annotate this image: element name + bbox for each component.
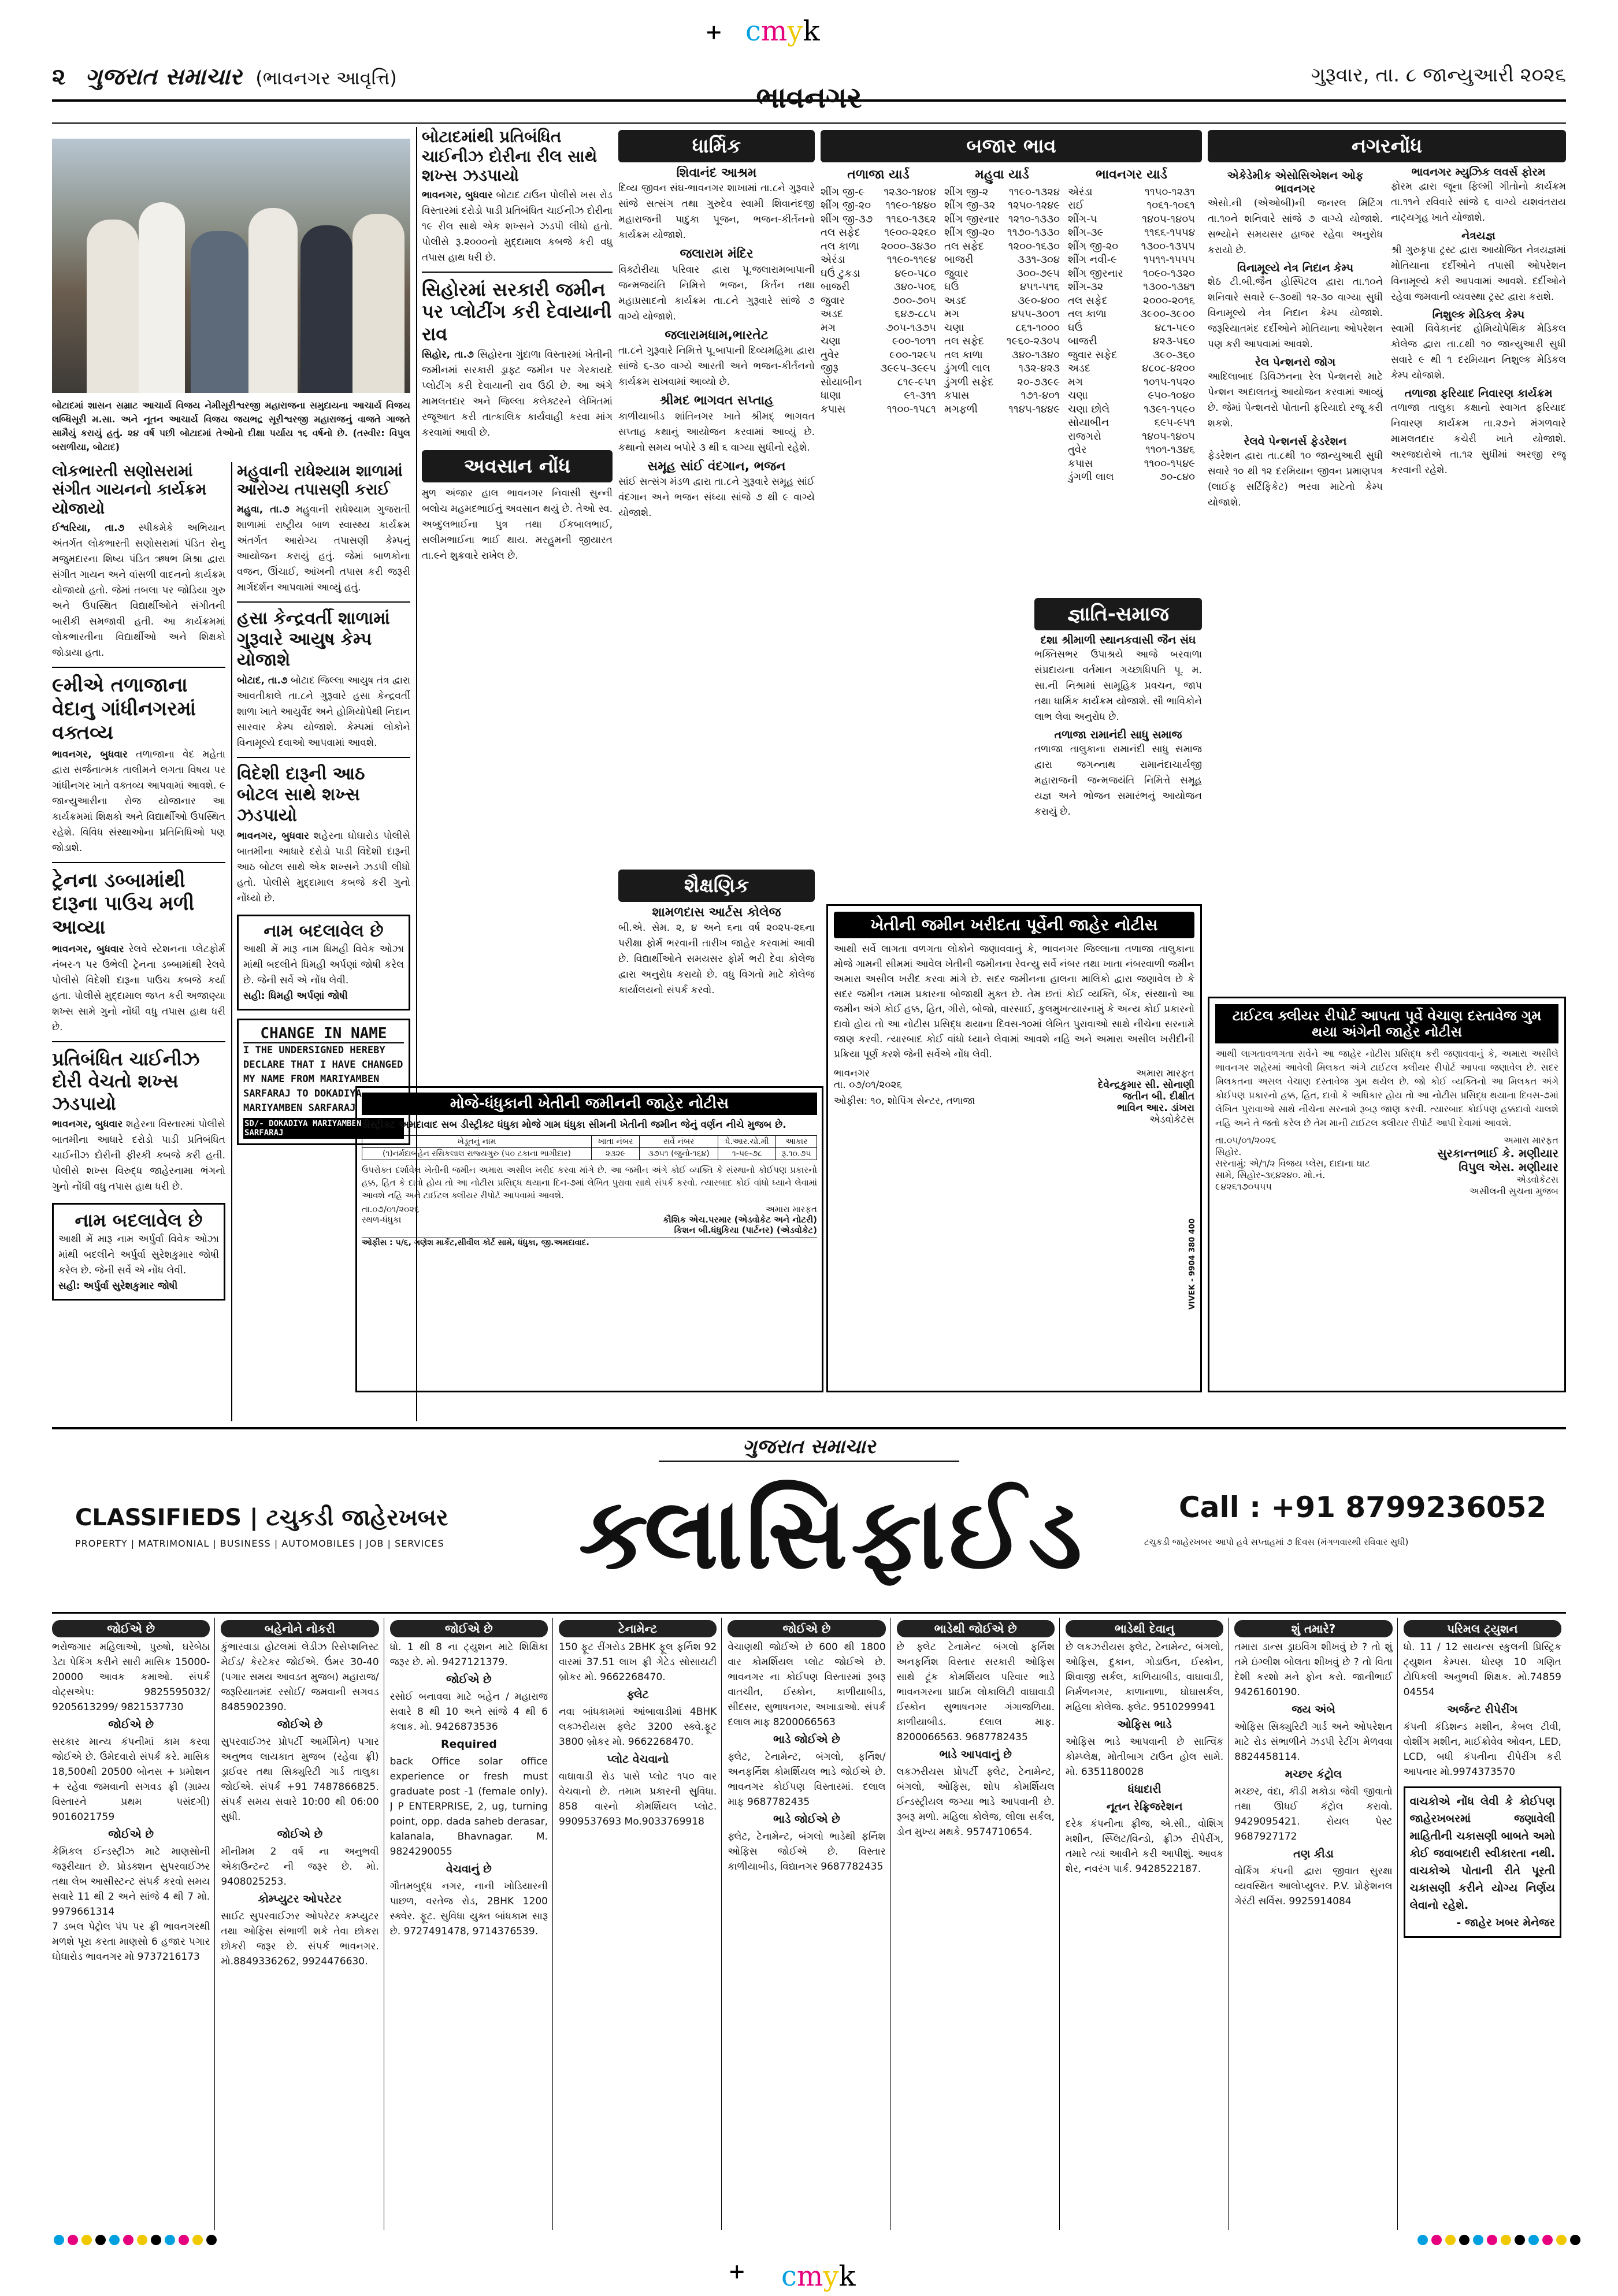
obituary-heading: અવસાન નોંધ <box>422 450 613 482</box>
notice-heading: એકેડેમીક એસોસિએશન ઓફ ભાવનગર <box>1227 169 1364 195</box>
notice-text: તળાજા તાલુકા કક્ષાનો સ્વાગત ફરિયાદ નિવારણ કાર્યક્રમ તા.૨૭ને મંગળવારે મામલતદાર કચેરી ખાતે યોજાશે. અરજદારોએ તા.૧૨ સુધીમાં અરજી રજૂ કરવાની રહેશે. <box>1391 402 1566 477</box>
price-row: તલ સફેદ ૧૯૬૦-૨૩૦૫ <box>944 335 1060 347</box>
classified-text: 150 ફૂટ રીંગરોડ 2BHK ફૂલ ફર્નિશ 92 વારમાં 37.51 લાખ ફ્રી ગેટેડ સોસાયટી બ્રોકર મો. 9662268470. <box>558 1641 717 1683</box>
price-row: કપાસ ૧૧૦૦-૧૫૪૯ <box>1068 457 1195 470</box>
classified-text: છે ફ્લેટ ટેનામેન્ટ બંગલો ફર્નિશ અનફર્નિશ વિસ્તાર સરકારી ઓફિસ સાથે ટૂંક કોમર્શિયલ પરિવાર ભાડે ભાવનગરના પ્રાઈમ લોકાલિટી વાઘાવાડી ઈસ્કોન સુભાષનગર ગંગાજળિયા. કાળીયાબીડ. દલાલ માફ. 8200066563. 9687782435 <box>896 1641 1055 1743</box>
classified-heading: અર્જન્ટ રીપેરીંગ <box>1447 1703 1518 1716</box>
shaikshnik-section: શૈક્ષણિક શામળદાસ આર્ટસ કોલેજ બી.એ. સેમ. ૨, ૪ અને ૬ના વર્ષ ૨૦૨૫-૨૬ના પરીક્ષા ફોર્મ ભરવાની તારીખ જાહેર કરવામાં આવી છે. વિદ્યાર્થીઓને સમયસર ફોર્મ ભરી દેવા કોલેજ દ્વારા અનુરોધ કરાયો છે. વધુ વિગતો માટે કોલેજ કાર્યાલયનો સંપર્ક કરવો. <box>618 870 815 1078</box>
price-row: બાજરી ૩૪૦-૫૦૬ <box>821 281 936 293</box>
name-change-notice-2: નામ બદલાવેલ છે આથી મેં મારૂ નામ ધિમહી વિવેક ઓઝા માંથી બદલીને ધિમહી અર્પણાં જોષી કરેલ છે. જેની સર્વે એ નોંધ લેવી. સહી: ધિમહી અર્પણાં જોષી <box>237 915 410 1010</box>
color-dot <box>1431 2235 1442 2245</box>
classified-text: તમારા ડાન્સ ડ્રાઇવિંગ શીખવું છે ? તો શું તમે ઇંગ્લીશ બોલતા શીખવું છે ? તો વિતા દેશી કરશો મને ફોન કરો. જાનીભાઈ 9426160190. <box>1234 1641 1393 1698</box>
color-dot <box>81 2235 92 2245</box>
classified-heading: ભાડે આપવાનું છે <box>939 1748 1012 1761</box>
notice-text: શેઠ ટી.બી.જૈન હોસ્પિટલ દ્વારા તા.૧૦ને શનિવારે સવારે ૯-૩૦થી ૧૨-૩૦ વાગ્યા સુધી વિનામૂલ્યે નેત્ર નિદાન કેમ્પ યોજાશે. જરૂરિયાતમંદ દર્દીઓને મોતિયાના ઓપરેશન પણ કરી આપવામાં આવશે. <box>1208 276 1383 351</box>
notice-text: શ્રી ગુરુકૃપા ટ્રસ્ટ દ્વારા આયોજિત નેત્રયજ્ઞમાં મોતિયાના દર્દીઓને તપાસી ઓપરેશન વિનામૂલ્યે કરી આપવામાં આવશે. દર્દીઓને રહેવા જમવાની વ્યવસ્થા ટ્રસ્ટ દ્વારા કરાશે. <box>1391 244 1566 303</box>
price-row: તલ કાળા ૩૪૦-૧૩૪૦ <box>944 348 1060 361</box>
color-dot <box>68 2235 78 2245</box>
classified-text: મચ્છર, વંદા, કીડી મકોડા જેવી જીવાતો તથા ઊધઈ કંટ્રોલ કરાવો. 9429095421. રોયલ પેસ્ટ 9687927172 <box>1234 1786 1393 1842</box>
price-row: અડદ ૪૮૦૮-૪૨૦૦ <box>1068 362 1195 374</box>
classified-column <box>52 1618 215 2230</box>
story-headline: બોટાદમાંથી પ્રતિબંધિત ચાઈનીઝ દોરીના રીલ સાથે શખ્સ ઝડપાયો <box>422 127 598 185</box>
story-headline: વિદેશી દારૂની આઠ બોટલ સાથે શખ્સ ઝડપાયો <box>237 763 365 826</box>
notice-text: સ્વામી વિવેકાનંદ હોમિયોપેથિક મેડિકલ કોલેજ દ્વારા તા.૮થી ૧૦ જાન્યુઆરી સુધી સવારે ૯ થી ૧ દરમિયાન નિશુલ્ક મેડિકલ કેમ્પ યોજાશે. <box>1391 323 1566 382</box>
price-row: રાઈ ૧૦૬૧-૧૦૬૧ <box>1068 199 1195 211</box>
classified-text: વોર્કિંગ કંપની દ્વારા જીવાત સુરક્ષા વ્યવસ્થિત આલોપ્યુલર. P.V. પ્રોફેશનલ ગેરંટી સર્વિસ. 9925914084 <box>1234 1866 1393 1907</box>
classified-heading: ભાડે જોઈએ છે <box>773 1733 840 1746</box>
dateline: ભાવનગર, બુધવાર <box>52 943 124 955</box>
classified-heading: તણ કીડા <box>1293 1848 1334 1860</box>
classified-text: ભરોજગાર મહિલાઓ, પુરુષો, ઘરેબેઠા ડેટા પેકિંગ કરીને સારી માસિક 15000- 20000 આવક કમાઓ. સંપર્ક વોટ્સએપ: 9825595032/ 9205613299/ 9821537730 <box>52 1641 210 1713</box>
notice-heading: રેલવે પેન્શનર્સ ફેડરેશન <box>1244 435 1347 448</box>
color-dot <box>1556 2235 1567 2245</box>
classified-text: વાઘાવાડી રોડ પાસે પ્લોટ ૧૫૦ વાર વેચવાનો છે. તમામ પ્રકારની સુવિધા. 858 વારનો કોમર્શિયલ પ્લોટ. 9909537693 Mo.9033769918 <box>558 1771 717 1827</box>
price-row: કપાસ ૧૧૦૦-૧૫૮૧ <box>821 403 936 415</box>
price-row: મગફળી ૧૧૪૫-૧૪૪૯ <box>944 403 1060 415</box>
classified-heading: જોઈએ છે <box>446 1673 492 1686</box>
classifieds-rule-2 <box>52 1612 1566 1614</box>
story-headline: મહુવાની રાધેશ્યામ શાળામાં આરોગ્ય તપાસણી કરાઈ <box>237 462 403 499</box>
price-row: શીંગ-૫ ૧૪૦૫-૧૪૦૫ <box>1068 213 1195 225</box>
color-dot <box>1417 2235 1428 2245</box>
market-tala ja <box>821 165 936 484</box>
color-dot <box>1445 2235 1456 2245</box>
price-row: ઘઉં ૪૮૧-૫૯૦ <box>1068 321 1195 334</box>
classifieds-grid <box>52 1618 1566 2230</box>
classified-text: સરકાર માન્ય કંપનીમાં કામ કરવા જોઈએ છે. ઉમેદવારો સંપર્ક કરે. માસિક 18,500થી 20500 બોનસ + પ્રમોશન + રહેવા જમવાની સગવડ ફ્રી (ગ્રામ્ય વિસ્તારને પ્રથમ પસંદગી) 9016021759 <box>52 1736 210 1823</box>
price-row: ડુંગળી સફેદ ૨૦-૭૩૯૯ <box>944 376 1060 388</box>
classified-heading: કોમ્પ્યુટર ઓપરેટર <box>258 1893 342 1905</box>
color-dot <box>95 2235 106 2245</box>
price-row: મગ ૭૦૫-૧૩૭૫ <box>821 321 936 334</box>
dharmik-section: ધાર્મિક શિવાનંદ આશ્રમ દિવ્ય જીવન સંઘ-ભાવનગર શાખામાં તા.૮ને ગુરૂવારે સાંજે સત્સંગ તથા ગુરુદેવ સ્વામી શિવાનંદજી મહારાજની પાદુકા પૂજન, ભજન-કીર્તનનો કાર્યક્રમ યોજાશે. જલારામ મંદિર વિક્ટોરીયા પરિવાર દ્વારા પૂ.જલારામબાપાની જન્મજયંતિ નિમિત્તે ભજન, કિર્તન તથા મહાપ્રસાદનો કાર્યક્રમ તા.૮ને ગુરૂવારે સાંજે ૭ વાગ્યે યોજાશે. જલારામધામ,ભારતેટ તા.૮ને ગુરૂવારે નિમિત્તે પૂ.બાપાની દિવ્યમહિમા દ્વારા સાંજે ૬-૩૦ વાગ્યે આરતી અને ભજન-કીર્તનનો કાર્યક્રમ રાખવામાં આવ્યો છે. શ્રીમદ ભાગવત સપ્તાહ કાળીયાબીડ શાંતિનગર ખાતે શ્રીમદ્ ભાગવત સપ્તાહ કથાનું આયોજન કરવામાં આવ્યું છે. કથાનો સમય બપોરે ૩ થી ૬ વાગ્યા સુધીનો રહેશે. સમૂહ સાંઈ વંદગાન, ભજન સાંઈ સત્સંગ મંડળ દ્વારા તા.૮ને ગુરૂવારે સમૂહ સાંઈ વંદગાન અને ભજન સંધ્યા સાંજે ૭ થી ૯ વાગ્યે યોજાશે. <box>618 130 815 864</box>
classified-text: ધો. 1 થી 8 ના ટ્યુશન માટે શિક્ષિકા જરૂર છે. મો. 9427121379. <box>389 1641 548 1668</box>
classified-text: સુપરવાઈઝર પ્રોપર્ટી આર્મીમેન) પગાર અનુભવ લાયકાત મુજબ (રહેવા ફ્રી) ડ્રાઈવર તથા સિક્યુરિટી ગાર્ડ તાલુકા જોઈએ. સંપર્ક +91 7487866825. સંપર્ક સમય સવારે 10:00 થી 06:00 સુધી. <box>221 1736 379 1823</box>
classified-text: back Office solar office experience or fresh must graduate post -1 (female only). J P ENTERPRISE, 2, ug, turning point, opp. dada saheb derasar, kalanala, Bhavnagar. M. 9824290055 <box>389 1756 548 1857</box>
classified-text: કંપની કંડિશન્ડ મશીન, કેબલ ટીવી, વોશીંગ મશીન, માઈક્રોવેવ ઓવન, LED, LCD, બધી કંપનીના રીપેરીંગ કરી આપનાર મો.9974373570 <box>1403 1721 1561 1778</box>
story-headline: હસા કેન્દ્રવર્તી શાળામાં ગુરૂવારે આયુષ કેમ્પ યોજાશે <box>237 608 390 670</box>
price-row: ધાણા ૯૧-૩૧૧ <box>821 389 936 402</box>
color-dot <box>151 2235 161 2245</box>
notice-text: ફોરમ દ્વારા જૂના ફિલ્મી ગીતોનો કાર્યક્રમ તા.૧૧ને રવિવારે સાંજે ૬ વાગ્યે યશવંતરાય નાટ્યગૃહ ખાતે યોજાશે. <box>1391 180 1566 224</box>
price-row: ચણા ૯૫૦-૧૦૪૦ <box>1068 389 1195 402</box>
classified-heading: ફ્લેટ <box>626 1688 649 1701</box>
header-rule-2 <box>52 122 1566 124</box>
classified-text: દરેક કંપનીના ફ્રીજ, એ.સી., વોશિંગ મશીન, સ્પ્લિટ/વિન્ડો, ફ્રીઝ રીપેરીંગ, તમારે ત્યાં આવીને કરી આપીશું. આવક શેર, નવરંગ પાર્ક. 9428522187. <box>1065 1818 1224 1875</box>
cmyk-label-bottom: cmyk <box>781 2260 856 2293</box>
color-dot <box>179 2235 189 2245</box>
color-dot <box>1515 2235 1525 2245</box>
classified-text: નવા બાંધકામમાં આંબાવાડીમાં 4BHK લક્ઝરીયસ ફ્લેટ 3200 સ્ક્વે.ફૂટ 3800 બ્રોકર મો. 9662268470. <box>558 1706 717 1748</box>
notice-heading: રેલ પેન્શનરો જોગ <box>1255 356 1336 369</box>
price-row: શીંગ જી-૨૦ ૧૧૯૦-૧૪૪૦ <box>821 199 936 211</box>
color-dot <box>206 2235 217 2245</box>
classified-heading: જોઈએ છે <box>277 1718 323 1731</box>
notice-heading: નેત્રયજ્ઞ <box>1461 229 1495 242</box>
classified-heading: ધંધાદારી <box>1127 1783 1161 1796</box>
story-headline: સિહોરમાં સરકારી જમીન પર પ્લોટીંગ કરી દેવાયાની રાવ <box>422 278 612 345</box>
classified-heading: જોઈએ છે <box>728 1620 885 1637</box>
classified-column <box>1234 1618 1397 2230</box>
classified-heading: જોઈએ છે <box>108 1828 154 1841</box>
market-bhavnagar <box>1068 165 1195 484</box>
price-row: સોયાબીન ૬૯૫-૯૫૧ <box>1068 417 1195 429</box>
price-row: જુવાર ૩૦૦-૭૯૫ <box>944 267 1060 280</box>
price-row: શીંગ જી-૨ ૧૧૯૦-૧૩૨૪ <box>944 185 1060 198</box>
classified-heading: નૂતન રેફ્રિજરેશન <box>1106 1800 1183 1813</box>
classified-heading: મચ્છર કંટ્રોલ <box>1285 1768 1342 1781</box>
price-row: તલ કાળા ૨૦૦૦-૩૪૩૦ <box>821 240 936 252</box>
price-row: અડદ ૬૪૭-૮૮૫ <box>821 308 936 320</box>
title-clear-notice: ટાઈટલ ક્લીયર રીપોર્ટ આપતા પૂર્વે વેચાણ દસ્તાવેજ ગુમ થયા અંગેની જાહેર નોટીસ આથી લાગતાવળગતા સર્વેને આ જાહેર નોટીસ પ્રસિદ્ધ કરી જણાવવાનું કે, અમારા અસીલે ભાવનગર શહેરમાં આવેલી મિલકત અંગે ટાઈટલ ક્લીયર રીપોર્ટ આપવા જણાવેલ છે. સદર મિલકતના અસલ વેચાણ દસ્તાવેજ ગુમ થયેલ છે. જો કોઈ વ્યક્તિનો આ મિલકત અંગે કોઈપણ પ્રકારનો હક્ક, હિત, દાવો કે અધિકાર હોય તો આ નોટીસ પ્રસિદ્ધ થયાના દિવસ-૭માં લેખિત પુરાવાઓ સાથે નીચેના સરનામે રૂબરૂ જાણ કરવી. ત્યારબાદ કોઈપણ હક્કદાવો ચાલશે નહિ અને તે જતો કરેલ છે તેમ માની ટાઈટલ ક્લીયર રીપોર્ટ આપી દેવામાં આવશે. તા.૦૫/૦૧/૨૦૨૬ સિહોર. સરનામું: એ/૧/૨ વિજય પ્લેસ, દાદાના ઘાટ સામે, સિહોર-૩૬૪૨૪૦. મો.નં. ૯૪૨૬૧૭૦૫૫૫ અમારા મારફત સુરકાન્તભાઈ કે. મણીયાર વિપુલ એસ. મણીયાર એડવોકેટસ અસીલની સુચના મુજબ <box>1208 997 1566 1392</box>
classified-heading: જોઈએ છે <box>52 1620 210 1637</box>
classified-column <box>1066 1618 1229 2230</box>
dateline: ઈશ્વરિયા, તા.૭ <box>52 522 125 534</box>
price-row: શીંગ જી-૩૨ ૧૨૫૦-૧૨૪૯ <box>944 199 1060 211</box>
call-number: Call : +91 8799236052 <box>1179 1491 1547 1524</box>
price-row: ચણા ૮૬૧-૧૦૦૦ <box>944 321 1060 334</box>
classified-heading: પ્લોટ વેચવાનો <box>607 1753 669 1766</box>
price-row: શીંગ જીરનાર ૧૦૯૦-૧૩૨૦ <box>1068 267 1195 280</box>
gnati-samaj-section: જ્ઞાતિ-સમાજ દશા શ્રીમાળી સ્થાનકવાસી જૈન સંઘ ભક્તિસભર ઉપાશ્રયે આજે બરવાળા સંપ્રદાયના વર્તમાન ગચ્છાધિપતિ પૂ. મ. સા.ની નિશ્રામાં સામૂહિક પ્રવચન, જાપ તથા ધાર્મિક કાર્યક્રમ યોજાશે. સૌ ભાવિકોને લાભ લેવા અનુરોધ છે. તળાજા રામાનંદી સાધુ સમાજ તળાજા તાલુકાના રામાનંદી સાધુ સમાજ દ્વારા જગન્નાથ રામાનંદાચાર્યજી મહારાજની જન્મજયંતિ નિમિત્તે સમૂહ યજ્ઞ અને ભોજન સમારંભનું આયોજન કરાયું છે. <box>1034 598 1202 898</box>
market-name: ભાવનગર યાર્ડ <box>1096 168 1167 182</box>
classified-column <box>559 1618 722 2230</box>
kheti-notice: ખેતીની જમીન ખરીદતા પૂર્વેની જાહેર નોટીસ આથી સર્વે લાગતા વળગતા લોકોને જણાવવાનું કે, ભાવનગર જિલ્લાના તળાજા તાલુકાના મોજે ગામની સીમમાં આવેલ ખેતીની જમીનના રેવન્યુ સર્વે નંબર તથા ખાતા નંબરવાળી જમીન અમારા અસીલ ખરીદ કરવા માંગે છે. સદર જમીનના હાલના માલિકો દ્વારા જણાવેલ છે કે સદર જમીન તમામ પ્રકારના બોજાથી મુક્ત છે. તેમ છતાં કોઈ વ્યક્તિ, બેંક, સંસ્થાનો આ જમીન અંગે કોઈ હક્ક, હિત, ગીરો, બોજો, વારસાઈ, કુલમુખત્યારનામું કે અન્ય કોઈ પ્રકારનો દાવો હોય તો આ નોટીસ પ્રસિદ્ધ થયાના દિવસ-૧૦માં લેખિત પુરાવાઓ સાથે નીચેના સરનામે જાણ કરવી. ત્યારબાદ કોઈ વાંધો ધ્યાને લેવામાં આવશે નહિ અને અમારા અસીલ ખરીદીની પ્રક્રિયા પૂર્ણ કરશે જેની સર્વેએ નોંધ લેવી. ભાવનગર તા. ૦૭/૦૧/૨૦૨૬ ઓફીસ: ૧૦, શોપિંગ સેન્ટર, તળાજા અમારા મારફત દેવેન્દ્રકુમાર સી. સોનાણી જતીન બી. દીક્ષીત ભાવિન આર. ડાંખરા એડવોકેટસ VIVEK - 9904 380 400 <box>826 904 1202 1392</box>
classified-heading: બહેનોને નોકરી <box>221 1620 378 1637</box>
classified-heading: પરિમલ ટ્યુશન <box>1404 1620 1561 1637</box>
price-row: મગ ૪૫૫-૩૦૦૧ <box>944 308 1060 320</box>
classified-heading: ઓફિસ ભાડે <box>1117 1718 1172 1731</box>
classified-heading: ભાડે જોઈએ છે <box>773 1813 840 1826</box>
change-in-name-notice: CHANGE IN NAME I THE UNDERSIGNED HEREBY DECLARE THAT I HAVE CHANGED MY NAME FROM MARIYAMBEN SARFARAJ TO DOKADIYA MARIYAMBEN SARFARAJ SD/- DOKADIYA MARIYAMBEN SARFARAJ <box>237 1019 410 1145</box>
classified-column <box>728 1618 890 2230</box>
price-row: બાજરી ૪૨૩-૫૬૦ <box>1068 335 1195 347</box>
color-dot <box>137 2235 147 2245</box>
color-dot <box>165 2235 175 2245</box>
notice-text: એસો.ની (એઓબી)ની જનરલ મિટિંગ તા.૧૦ને શનિવારે સાંજે ૭ વાગ્યે યોજાશે. સભ્યોને સમયસર હાજર રહેવા અનુરોધ કરાયો છે. <box>1208 197 1383 256</box>
classified-heading: જોઈએ છે <box>277 1828 323 1841</box>
classified-text: રસોઈ બનાવવા માટે બહેન / મહારાજ સવારે 8 થી 10 અને સાંજે 4 થી 6 કલાક. મો. 9426873536 <box>389 1691 548 1733</box>
obituary-text: મુળ અંજાર હાલ ભાવનગર નિવાસી સુન્ની બલોચ મહમદભાઈનું અવસાન થયું છે. તેઓ સ્વ. અબ્દુલભાઈના પુત્ર તથા ઈકબાલભાઈ, સલીમભાઈના ભાઈ થાય. મરહુમની જીયારત તા.૯ને શુક્રવારે રાખેલ છે. <box>422 487 613 562</box>
color-dot <box>1501 2235 1511 2245</box>
price-row: જીરૂ ૩૯૯૫-૩૯૯૫ <box>821 362 936 374</box>
price-row: એરંડા ૧૧૯૦-૧૧૯૪ <box>821 254 936 266</box>
date: ગુરૂવાર, તા. ૮ જાન્યુઆરી ૨૦૨૬ <box>1311 64 1566 87</box>
classified-heading: જય અંબે <box>1292 1703 1335 1716</box>
story-text: તળાજાના વેદ મહેતા દ્વારા સર્જનાત્મક તાલીમને લગતા વિષય પર ગાંધીનગર ખાતે વક્તવ્ય આપવામાં આવશે. ૯ જાન્યુઆરીના રોજ યોજાનાર આ કાર્યક્રમમાં શિક્ષકો અને વિદ્યાર્થીઓ ઉપસ્થિત રહેશે. વિવિધ સંસ્થાઓના પ્રતિનિધિઓ પણ જોડાશે. <box>52 748 225 854</box>
price-row: શીંગ જી-૯ ૧૨૩૦-૧૪૦૪ <box>821 185 936 198</box>
price-row: ઘઉં ૪૫૧-૫૧૬ <box>944 281 1060 293</box>
classified-text: 7 ડબલ પેટ્રોલ પંપ પર ફ્રી ભાવનગરથી મળશે પૂરા કરતા માણસો 6 હજાર પગાર ઘોઘારોડ ભાવનગર મો 9737216173 <box>52 1921 210 1963</box>
price-row: ઘઉં ટુકડા ૪૯૦-૫૮૦ <box>821 267 936 280</box>
classified-heading: ભાડેથી જોઈએ છે <box>897 1620 1055 1637</box>
column-1 <box>52 462 225 1444</box>
story-headline: ૯મીએ તળાજાના વેદાનુ ગાંધીનગરમાં વક્તવ્ય <box>52 674 196 744</box>
price-row: શીંગ જી-૨૦ ૧૧૭૦-૧૩૩૦ <box>944 226 1060 239</box>
color-dot <box>1473 2235 1483 2245</box>
classified-text: ધો. 11 / 12 સાયન્સ સ્કુલની પ્રિસ્ટ્રિક ટ્યુશન કેમ્પસ. ધોરણ 10 ગણિત ટોપિકલી અનુભવી શિક્ષક. મો.74859 04554 <box>1403 1641 1561 1698</box>
classifieds-paper: ગુજરાત સમાચાર <box>659 1435 959 1462</box>
classified-text: કેમિકલ ઈન્ડસ્ટ્રીઝ માટે માણસોની જરૂરીયાત છે. પ્રોડક્શન સુપરવાઈઝર તથા લેબ આસીસ્ટન્ટ સંપર્ક કરવો સમય સવારે 11 થી 2 અને સાંજે 4 થી 7 મો. 9979661314 <box>52 1846 210 1918</box>
market-name: તળાજા યાર્ડ <box>847 168 910 182</box>
dharmik-heading: ધાર્મિક <box>618 130 815 162</box>
notice-heading: તળાજા ફરિયાદ નિવારણ કાર્યક્રમ <box>1404 387 1553 400</box>
story-text: શહેરના વિસ્તારમાં પોલીસે બાતમીના આધારે દરોડો પાડી પ્રતિબંધિત ચાઈનીઝ દોરીની ફીરકી કબજે કરી હતી. પોલીસે શખ્સ વિરુદ્ધ જાહેરનામા ભંગનો ગુનો નોંધી વધુ તપાસ હાથ ધરી છે. <box>52 1119 225 1193</box>
price-row: ચણા ૯૦૦-૧૦૧૧ <box>821 335 936 347</box>
page-number: ૨ <box>52 64 66 90</box>
color-dot <box>54 2235 64 2245</box>
market-name: મહુવા યાર્ડ <box>975 168 1029 182</box>
classified-heading: Required <box>440 1738 497 1751</box>
price-row: મગ ૧૦૧૫-૧૫૨૦ <box>1068 376 1195 388</box>
classifieds-label: CLASSIFIEDS | ટચુકડી જાહેરખબર <box>75 1504 448 1531</box>
registration-mark-top: + <box>706 17 722 47</box>
classified-text: વેચાણથી જોઈએ છે 600 થી 1800 વાર કોમર્શિયલ પ્લોટ જોઈએ છે. ભાવનગર ના કોઈપણ વિસ્તારમાં રૂબરૂ વાતચીત, ઈસ્કોન, કાળીયાબીડ, સીદસર, સુભાષનગર, અખાડાઓ. સંપર્ક દલાલ માફ 8200066563 <box>728 1641 886 1728</box>
color-dot <box>1542 2235 1553 2245</box>
registration-mark-bottom: + <box>729 2257 745 2286</box>
cmyk-label-top: cmyk <box>745 15 820 47</box>
price-row: શીંગ-૩૯ ૧૧૬૬-૧૫૫૪ <box>1068 226 1195 239</box>
price-row: જુવાર ૭૦૦-૭૦૫ <box>821 294 936 307</box>
price-row: રાજગરો ૧૪૦૫-૧૪૦૫ <box>1068 430 1195 443</box>
name-change-notice-1: નામ બદલાવેલ છે આથી મેં મારૂ નામ અર્પુર્વા વિવેક ઓઝા માંથી બદલીને અર્પુર્વા સુરેશકુમાર જોષી કરેલ છે. જેની સર્વે એ નોંધ લેવી. સહી: અર્પુર્વા સુરેશકુમાર જોષી <box>52 1203 225 1300</box>
bazar-heading: બજાર ભાવ <box>821 130 1202 162</box>
market-mahuva <box>944 165 1060 484</box>
price-row: ડુંગળી લાલ ૭૦-૮૪૦ <box>1068 471 1195 483</box>
lead-caption: બોટાદમાં શાસન સમ્રાટ આચાર્ય વિજય નેમીસૂરીશ્વરજી મહારાજના સમુદાયના આચાર્ય વિજય લબ્ધિસૂરી મ.સા. અને નૂતન આચાર્ય વિજય જયભદ્ર સૂરીશ્વરજી મહારાજનું વાજતે ગાજતે સામૈયું કરાયું હતું. ૨૪ વર્ષ પછી બોટાદમાં તેઓનો દીક્ષા પર્યાય ૧૬ વર્ષનો છે. (તસ્વીર: વિપુલ બરાળીયા, બોટાદ) <box>52 400 410 452</box>
story-headline: ટ્રેનના ડબ્બામાંથી દારૂના પાઉચ મળી આવ્યા <box>52 868 195 939</box>
disclaimer-box: વાચકોએ નોંધ લેવી કે કોઈપણ જાહેરખબરમાં જણાવેલી માહિતીની ચકાસણી બાબતે અમો કોઈ જવાબદારી સ્વીકારતા નથી. વાચકોએ પોતાની રીતે પૂરતી ચકાસણી કરીને યોગ્ય નિર્ણય લેવાનો રહેશે. - જાહેર ખબર મેનેજર <box>1404 1786 1561 1938</box>
story-headline: લોકભારતી સણોસરામાં સંગીત ગાયનનો કાર્યક્રમ યોજાયો <box>52 462 207 518</box>
column-rule <box>231 462 232 1421</box>
classified-text: ઓફિસ ભાડે આપવાની છે સાત્વિક કોમ્પ્લેક્ષ, મોતીબાગ ટાઉન હોલ સામે. મો. 6351180028 <box>1065 1736 1224 1778</box>
color-dot <box>1570 2235 1580 2245</box>
classified-text: લકઝરીયસ પ્રોપર્ટી ફ્લેટ, ટેનામેન્ટ, બંગલો, ઓફિસ, શોપ કોમર્શિયલ ઈન્ડસ્ટ્રીયલ જગ્યા ભાડે આપવાની છે. રૂબરૂ મળો. મહિલા કોલેજ, લીલા સર્કલ, ડોન મુખ્ય મથકે. 9574710654. <box>896 1766 1055 1838</box>
edition: (ભાવનગર આવૃત્તિ) <box>255 67 397 89</box>
call-subtext: ટચુકડી જાહેરખબર આપો હવે સપ્તાહમાં ૭ દિવસ (મંગળવારથી રવિવાર સુધી) <box>1144 1537 1409 1547</box>
moje-dhandhuka-notice: મોજે-ધંધુકાની ખેતીની જમીનની જાહેર નોટીસ ડીસ્ટ્રીક્ટ અમદાવાદ સબ ડીસ્ટ્રીક્ટ ધંધુકા મોજે ગામ ધંધુકા સીમની ખેતીની જમીન જેનું વર્ણન નીચે મુજબ છે. ખેડૂતનું નામ ખાતા નંબર સર્વે નંબર ધે.આર.ચો.મી આકાર (૧)નર્મદાબહેન રસિકલાલ રાજ્યગુરુ (૫૦ ટકાના ભાગીદાર) ૨૩૨૯ ૩૭૫૧ (જુનો-૧૬૪) ૧-૫૯-૭૮ રૂ.૧૦.૭૫ ઉપરોક્ત દર્શાવેલ ખેતીની જમીન અમારા અસીલ ખરીદ કરવા માંગે છે. આ જમીન અંગે કોઈ વ્યક્તિ કે સંસ્થાનો કોઈપણ પ્રકારનો હક્ક, હિત કે દાવો હોય તો આ નોટીસ પ્રસિદ્ધ થયાના દિન-૭માં લેખિત પુરાવા સાથે સંપર્ક કરવો. ત્યારબાદ કોઈ વાંધો ધ્યાને લેવામાં આવશે નહિ અને ટાઈટલ ક્લીયર રીપોર્ટ આપવામાં આવશે. તા.૦૭/૦૧/૨૦૨૬ સ્થળ-ધંધુકા અમારા મારફત કૌશિક એચ.પરમાર (એડવોકેટ અને નોટરી) કિશન બી.ધંધુકિયા (પાર્ટનર) (એડવોકેટ) ઓફીસ : ૫/૬, ગણેશ માર્કેટ,સીવીલ કોર્ટ સામે, ધંધુકા, જી.અમદાવાદ. <box>355 1086 823 1392</box>
price-row: સોયાબીન ૮૧૯-૯૫૧ <box>821 376 936 388</box>
notice-heading: ભાવનગર મ્યુઝિક લવર્સ ફોરમ <box>1411 166 1546 179</box>
price-row: એરંડા ૧૧૫૦-૧૨૩૧ <box>1068 185 1195 198</box>
price-row: શીંગ જી-૨૦ ૧૩૦૦-૧૩૫૫ <box>1068 240 1195 252</box>
paper-name: ગુજરાત સમાચાર <box>85 64 242 90</box>
price-row: તુવેર ૧૧૦૧-૧૩૪૬ <box>1068 444 1195 456</box>
story-text: રેલવે સ્ટેશનના પ્લેટફોર્મ નંબર-૧ પર ઉભેલી ટ્રેનના ડબ્બામાંથી રેલવે પોલીસે વિદેશી દારૂના પાઉચ કબજે કર્યા હતા. પોલીસે મુદ્દામાલ જપ્ત કરી અજાણ્યા શખ્સ સામે ગુનો નોંધી વધુ તપાસ હાથ ધરી છે. <box>52 943 225 1033</box>
classified-text: છે લકઝરીયસ ફ્લેટ, ટેનામેન્ટ, બંગલો, ઓફિસ, દુકાન, ગોડાઉન, ઈસ્કોન, શિવાજી સર્કલ, કાળિયાબીડ, વાઘાવાડી, નિર્મળનગર, કાળાનાળા, ઘોઘાસર્કલ, મહિલા કોલેજ. ફ્લેટ. 9510299941 <box>1065 1641 1224 1713</box>
price-row: અડદ ૩૯૦-૪૦૦ <box>944 294 1060 307</box>
classified-text: ફ્લેટ, ટેનામેન્ટ, બંગલો ભાડેથી ફર્નિશ ઓફિસ જોઈએ છે. વિસ્તાર કાળીયાબીડ, વિદ્યાનગર 9687782435 <box>728 1831 886 1873</box>
classified-heading: ટેનામેન્ટ <box>559 1620 717 1637</box>
price-row: ચણા છોલે ૧૩૯૧-૧૫૯૦ <box>1068 403 1195 415</box>
classified-column <box>390 1618 553 2230</box>
price-row: શીંગ-૩૨ ૧૩૦૦-૧૩૪૧ <box>1068 281 1195 293</box>
color-dot <box>109 2235 120 2245</box>
price-row: તુવેર ૯૦૦-૧૨૯૫ <box>821 348 936 361</box>
classified-text: સાઈટ સુપરવાઈઝર ઓપરેટર કમ્પ્યુટર તથા ઓફિસ સંભાળી શકે તેવા છોકરા છોકરી જરૂર છે. સંપર્ક ભાવનગર. મો.8849336262, 9924476630. <box>221 1911 379 1967</box>
classified-text: કુંભારવાડા હોટલમાં લેડીઝ રિસેપ્શનિસ્ટ મેઈડ/ કેરટેકર જોઈએ. ઉંમર 30-40 (પગાર સમય આવડત મુજબ) મહારાજ/ જરૂરિયાતમંદ રસોઈ/ જમવાની સગવડ 8485902390. <box>221 1641 379 1713</box>
classified-column <box>221 1618 384 2230</box>
classifieds-types: PROPERTY | MATRIMONIAL | BUSINESS | AUTOMOBILES | JOB | SERVICES <box>75 1538 444 1549</box>
story-text: સ્પીકમેકે અભિયાન અંતર્ગત લોકભારતી સણોસરામાં પંડિત રોનુ મજુમદારના શિષ્ય પંડિત ઋષભ મિશ્રા દ્વારા સંગીત ગાયન અને વાંસળી વાદનનો કાર્યક્રમ યોજાયો હતો. જેમાં તબલા પર જોડિયા ગુરુ અને ઉપસ્થિત વિદ્યાર્થીઓને સંગીતની બારીકી સમજાવી હતી. આ કાર્યક્રમમાં લોકભારતીના વિદ્યાર્થીઓ અને શિક્ષકો જોડાયા હતા. <box>52 522 225 659</box>
column-2: મહુવાની રાધેશ્યામ શાળામાં આરોગ્ય તપાસણી કરાઈ મહુવા, તા.૭ મહુવાની રાધેશ્યામ ગુજરાતી શાળામાં રાષ્ટ્રીય બાળ સ્વાસ્થ્ય કાર્યક્રમ અંતર્ગત આરોગ્ય તપાસણી કેમ્પનું આયોજન કરાયું હતું. જેમાં બાળકોના વજન, ઊંચાઈ, આંખની તપાસ કરી જરૂરી માર્ગદર્શન આપવામાં આવ્યું હતું. હસા કેન્દ્રવર્તી શાળામાં ગુરૂવારે આયુષ કેમ્પ યોજાશે બોટાદ, તા.૭ બોટાદ જિલ્લા આયુષ તંત્ર દ્વારા આવતીકાલે તા.૮ને ગુરૂવારે હસા કેન્દ્રવર્તી શાળા ખાતે આયુર્વેદ અને હોમિયોપેથી નિદાન સારવાર કેમ્પ યોજાશે. કેમ્પમાં લોકોને વિનામૂલ્યે દવાઓ આપવામાં આવશે. વિદેશી દારૂની આઠ બોટલ સાથે શખ્સ ઝડપાયો ભાવનગર, બુધવાર શહેરના ઘોઘારોડ પોલીસે બાતમીના આધારે દરોડો પાડી વિદેશી દારૂની આઠ બોટલ સાથે એક શખ્સને ઝડપી લીધો હતો. પોલીસે મુદ્દામાલ કબજે કરી ગુનો નોંધ્યો છે. નામ બદલાવેલ છે આથી મેં મારૂ નામ ધિમહી વિવેક ઓઝા માંથી બદલીને ધિમહી અર્પણાં જોષી કરેલ છે. જેની સર્વે એ નોંધ લેવી. સહી: ધિમહી અર્પણાં જોષી CHANGE IN NAME I THE UNDERSIGNED HEREBY DECLARE THAT I HAVE CHANGED MY NAME FROM MARIYAMBEN SARFARAJ TO DOKADIYA MARIYAMBEN SARFARAJ SD/- DOKADIYA MARIYAMBEN SARFARAJ <box>237 462 410 1444</box>
color-bar-left <box>52 2235 218 2252</box>
classified-text: ઓફિસ સિક્યુરિટી ગાર્ડ અને ઓપરેશન માટે રોડ સંભાળીને ઝડપી રેટીંગ મેળવવા 8824458114. <box>1234 1721 1393 1763</box>
classified-text: ગૌતમબુદ્ધ નગર, નાની ખોડિયારની પાછળ, વરતેજ રોડ, 2BHK 1200 સ્ક્વેર. ફૂટ. સુવિધા યુક્ત બાંધકામ સારૂ છે. 9727491478, 9714376539. <box>389 1881 548 1937</box>
color-dot <box>192 2235 203 2245</box>
notice-text: આદિલાબાદ ડિવિઝનના રેલ પેન્શનરો માટે પેન્શન અદાલતનું આયોજન કરવામાં આવ્યું છે. જેમાં પેન્શનરો પોતાની ફરિયાદો રજૂ કરી શકશે. <box>1208 371 1383 430</box>
dateline: ભાવનગર, બુધવાર <box>52 1119 123 1131</box>
color-dot <box>1459 2235 1469 2245</box>
agency-tag: VIVEK - 9904 380 400 <box>1188 1218 1197 1310</box>
price-row: તલ સફેદ ૧૯૦૦-૨૨૬૦ <box>821 226 936 239</box>
notice-text: ફેડરેશન દ્વારા તા.૮થી ૧૦ જાન્યુઆરી સુધી સવારે ૧૦ થી ૧૨ દરમિયાન જીવન પ્રમાણપત્ર (લાઈફ સર્ટિફિકેટ) ભરવા માટેનો કેમ્પ યોજાશે. <box>1208 449 1383 508</box>
classified-heading: જોઈએ છે <box>390 1620 548 1637</box>
classified-column <box>1404 1618 1566 2230</box>
classifieds-big-title: ક્લાસિફાઈડ <box>578 1477 1086 1591</box>
price-row: તલ સફેદ ૧૨૦૦-૧૬૩૦ <box>944 240 1060 252</box>
classified-heading: શું તમારે? <box>1234 1620 1392 1637</box>
notice-heading: નિશુલ્ક મેડિકલ કેમ્પ <box>1432 308 1525 321</box>
price-row: તલ સફેદ ૨૦૦૦-૨૦૧૬ <box>1068 294 1195 307</box>
dateline: ભાવનગર, બુધવાર <box>52 748 128 760</box>
classifieds-banner <box>52 1467 1566 1606</box>
section-title: ભાવનગર <box>756 81 862 114</box>
notice-heading: વિનામૂલ્યે નેત્ર નિદાન કેમ્પ <box>1237 261 1354 274</box>
classifieds-rule <box>52 1427 1566 1429</box>
classified-text: ફ્લેટ, ટેનામેન્ટ, બંગલો, ફર્નિશ/ અનફર્નિશ કોમર્શિયલ ભાડે જોઈએ છે. ભાવનગર કોઈપણ વિસ્તારમાં. દલાલ માફ 9687782435 <box>728 1751 886 1808</box>
classified-text: મીનીમમ 2 વર્ષ ના અનુભવી એકાઉન્ટન્ટ ની જરૂર છે. મો. 9408025253. <box>221 1846 379 1888</box>
color-dot <box>123 2235 133 2245</box>
classified-heading: વેચવાનું છે <box>446 1863 492 1875</box>
story-headline: પ્રતિબંધિત ચાઈનીઝ દોરી વેચતો શખ્સ ઝડપાયો <box>52 1047 200 1114</box>
price-row: તલ કાળા ૩૯૦૦-૩૯૦૦ <box>1068 308 1195 320</box>
classified-column <box>897 1618 1060 2230</box>
color-dot <box>1528 2235 1539 2245</box>
classified-heading: જોઈએ છે <box>108 1718 154 1731</box>
price-row: શીંગ જી-૩૭ ૧૧૬૦-૧૩૬૨ <box>821 213 936 225</box>
column-3: બોટાદમાંથી પ્રતિબંધિત ચાઈનીઝ દોરીના રીલ સાથે શખ્સ ઝડપાયો ભાવનગર, બુધવાર બોટાદ ટાઉન પોલીસે ખસ રોડ વિસ્તારમાં દરોડો પાડી પ્રતિબંધિત ચાઈનીઝ દોરીના ૧૯ રીલ સાથે એક શખ્સને ઝડપી લીધો હતો. પોલીસે રૂ.૨૦૦૦નો મુદ્દામાલ કબજે કરી વધુ તપાસ હાથ ધરી છે. સિહોરમાં સરકારી જમીન પર પ્લોટીંગ કરી દેવાયાની રાવ સિહોર, તા.૭ સિહોરના ગુંદાળા વિસ્તારમાં ખેતીની જમીનમાં સરકારી ડ્રાફ્ટ જમીન પર ગેરકાયદે પ્લોટીંગ કરી દેવાયાની રાવ ઉઠી છે. આ અંગે મામલતદાર અને જિલ્લા કલેક્ટરને લેખિતમાં રજૂઆત કરી તાત્કાલિક કાર્યવાહી કરવા માંગ કરવામાં આવી છે. અવસાન નોંધ મુળ અંજાર હાલ ભાવનગર નિવાસી સુન્ની બલોચ મહમદભાઈનું અવસાન થયું છે. તેઓ સ્વ. અબ્દુલભાઈના પુત્ર તથા ઈકબાલભાઈ, સલીમભાઈના ભાઈ થાય. મરહુમની જીયારત તા.૯ને શુક્રવારે રાખેલ છે. <box>422 127 613 1080</box>
lead-photo <box>52 139 410 393</box>
color-dot <box>1487 2235 1497 2245</box>
price-row: શીંગ જીરનાર ૧૨૧૦-૧૩૩૦ <box>944 213 1060 225</box>
color-bar-right <box>1416 2235 1582 2252</box>
price-row: જુવાર સફેદ ૩૯૦-૩૬૦ <box>1068 348 1195 361</box>
classified-heading: ભાડેથી દેવાનુ <box>1066 1620 1223 1637</box>
price-row: શીંગ નવી-૯ ૧૫૧૧-૧૫૫૫ <box>1068 254 1195 266</box>
nagar-nondh-section: નગરનોંધ એકેડેમીક એસોસિએશન ઓફ ભાવનગર એસો.ની (એઓબી)ની જનરલ મિટિંગ તા.૧૦ને શનિવારે સાંજે ૭ વાગ્યે યોજાશે. સભ્યોને સમયસર હાજર રહેવા અનુરોધ કરાયો છે. વિનામૂલ્યે નેત્ર નિદાન કેમ્પ શેઠ ટી.બી.જૈન હોસ્પિટલ દ્વારા તા.૧૦ને શનિવારે સવારે ૯-૩૦થી ૧૨-૩૦ વાગ્યા સુધી વિનામૂલ્યે નેત્ર નિદાન કેમ્પ યોજાશે. જરૂરિયાતમંદ દર્દીઓને મોતિયાના ઓપરેશન પણ કરી આપવામાં આવશે. રેલ પેન્શનરો જોગ આદિલાબાદ ડિવિઝનના રેલ પેન્શનરો માટે પેન્શન અદાલતનું આયોજન કરવામાં આવ્યું છે. જેમાં પેન્શનરો પોતાની ફરિયાદો રજૂ કરી શકશે. રેલવે પેન્શનર્સ ફેડરેશન ફેડરેશન દ્વારા તા.૮થી ૧૦ જાન્યુઆરી સુધી સવારે ૧૦ થી ૧૨ દરમિયાન જીવન પ્રમાણપત્ર (લાઈફ સર્ટિફિકેટ) ભરવા માટેનો કેમ્પ યોજાશે. ભાવનગર મ્યુઝિક લવર્સ ફોરમ ફોરમ દ્વારા જૂના ફિલ્મી ગીતોનો કાર્યક્રમ તા.૧૧ને રવિવારે સાંજે ૬ વાગ્યે યશવંતરાય નાટ્યગૃહ ખાતે યોજાશે. નેત્રયજ્ઞ શ્રી ગુરુકૃપા ટ્રસ્ટ દ્વારા આયોજિત નેત્રયજ્ઞમાં મોતિયાના દર્દીઓને તપાસી ઓપરેશન વિનામૂલ્યે કરી આપવામાં આવશે. દર્દીઓને રહેવા જમવાની વ્યવસ્થા ટ્રસ્ટ દ્વારા કરાશે. નિશુલ્ક મેડિકલ કેમ્પ સ્વામી વિવેકાનંદ હોમિયોપેથિક મેડિકલ કોલેજ દ્વારા તા.૮થી ૧૦ જાન્યુઆરી સુધી સવારે ૯ થી ૧ દરમિયાન નિશુલ્ક મેડિકલ કેમ્પ યોજાશે. તળાજા ફરિયાદ નિવારણ કાર્યક્રમ તળાજા તાલુકા કક્ષાનો સ્વાગત ફરિયાદ નિવારણ કાર્યક્રમ તા.૨૭ને મંગળવારે મામલતદાર કચેરી ખાતે યોજાશે. અરજદારોએ તા.૧૨ સુધીમાં અરજી રજૂ કરવાની રહેશે. <box>1208 130 1566 991</box>
price-row: બાજરી ૩૩૧-૩૦૪ <box>944 254 1060 266</box>
price-row: ડુંગળી લાલ ૧૩૨-૪૨૩ <box>944 362 1060 374</box>
price-row: કપાસ ૧૭૧-૪૦૧ <box>944 389 1060 402</box>
land-table: ખેડૂતનું નામ ખાતા નંબર સર્વે નંબર ધે.આર.ચો.મી આકાર (૧)નર્મદાબહેન રસિકલાલ રાજ્યગુરુ (૫૦ ટકાના ભાગીદાર) ૨૩૨૯ ૩૭૫૧ (જુનો-૧૬૪) ૧-૫૯-૭૮ રૂ.૧૦.૭૫ <box>362 1135 817 1160</box>
